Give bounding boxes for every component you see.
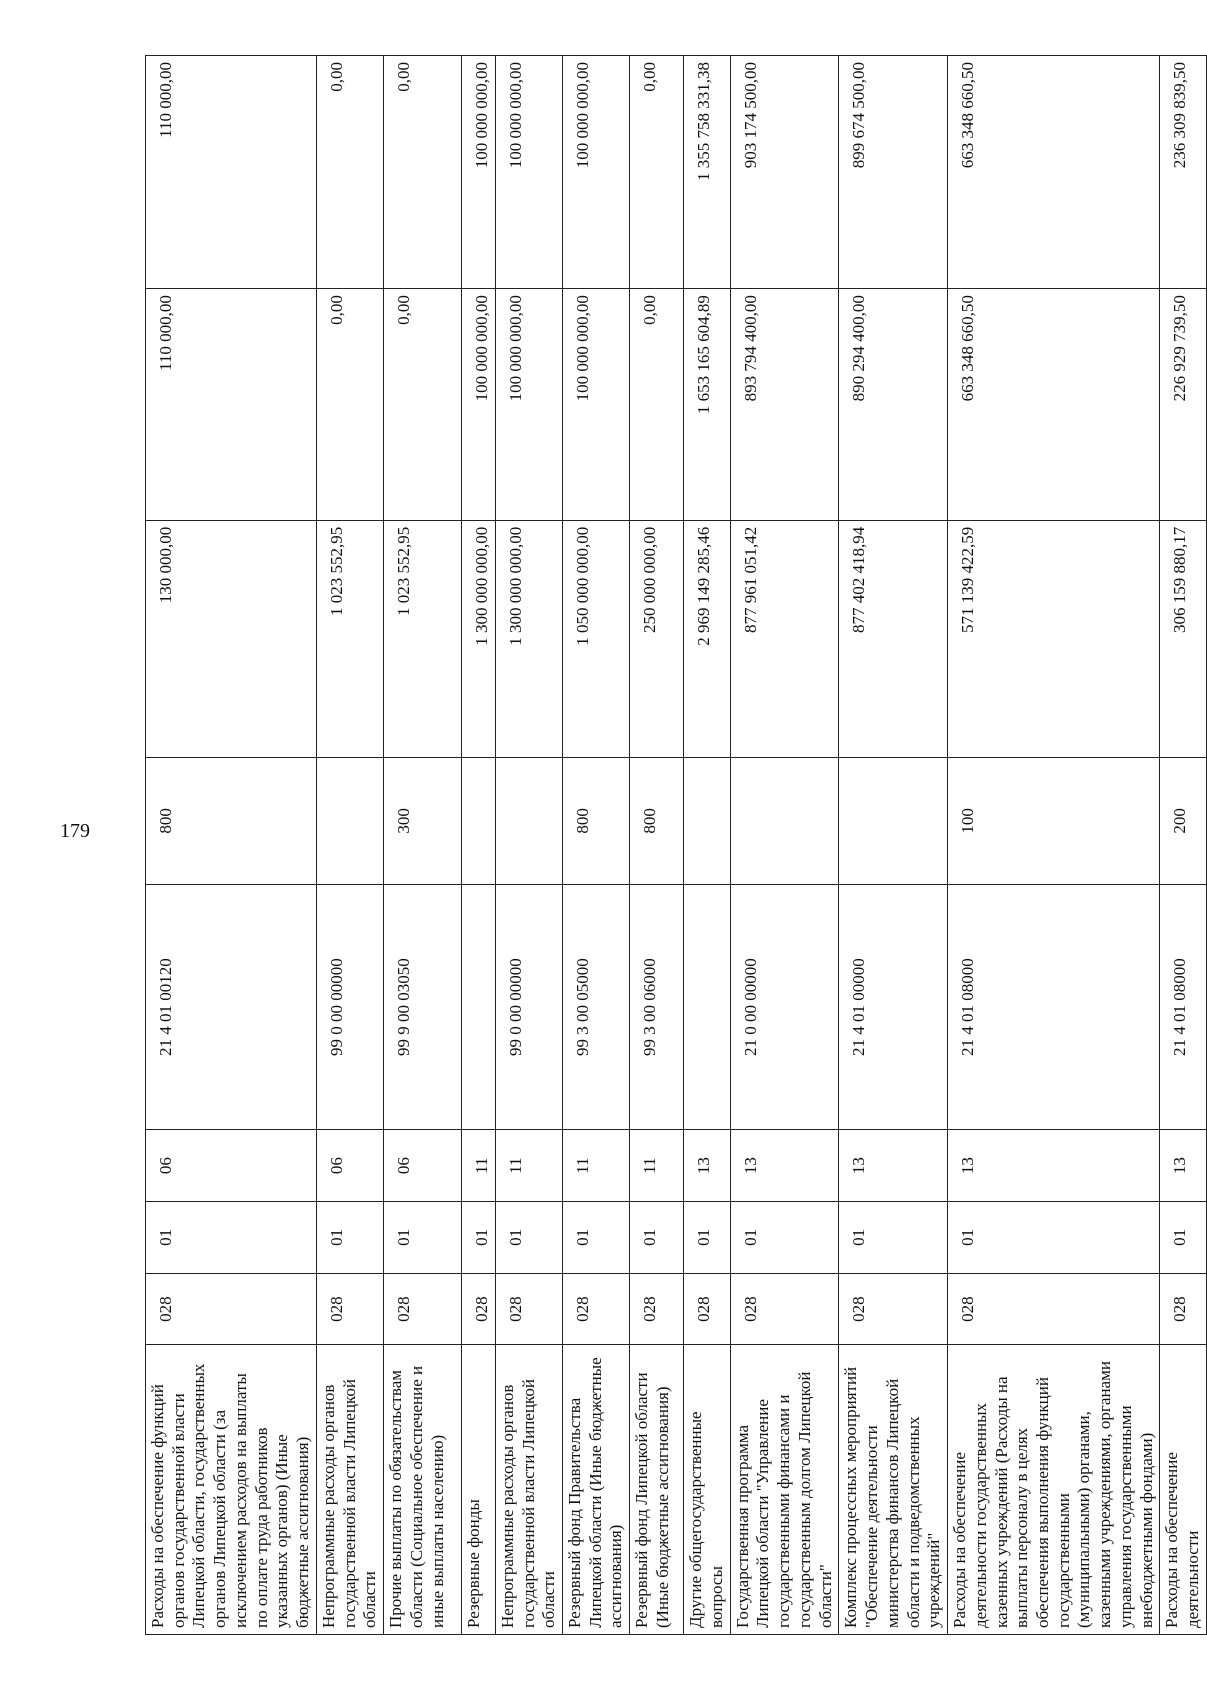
row-subsection: 11 bbox=[462, 1130, 496, 1202]
row-value-1: 1 300 000 000,00 bbox=[495, 520, 562, 757]
row-section: 01 bbox=[839, 1202, 948, 1274]
row-section: 01 bbox=[462, 1202, 496, 1274]
row-admin-code: 028 bbox=[1160, 1273, 1206, 1345]
table-row bbox=[839, 56, 948, 1635]
row-expense-kind bbox=[495, 757, 562, 884]
row-value-1: 877 402 418,94 bbox=[839, 520, 948, 757]
row-subsection: 13 bbox=[1160, 1130, 1206, 1202]
row-target-code: 21 4 01 00120 bbox=[146, 884, 317, 1129]
row-expense-kind: 800 bbox=[563, 757, 630, 884]
row-name: Комплекс процессных мероприятий "Обеспечение деятельности министерства финансов Липецкой области и подведомственных учреждений" bbox=[839, 1345, 948, 1635]
row-admin-code: 028 bbox=[146, 1273, 317, 1345]
row-name: Резервный фонд Правительства Липецкой области (Иные бюджетные ассигнования) bbox=[563, 1345, 630, 1635]
table-row bbox=[948, 56, 1160, 1635]
row-value-2: 100 000 000,00 bbox=[462, 289, 496, 521]
budget-table bbox=[145, 55, 1207, 1635]
row-expense-kind: 800 bbox=[146, 757, 317, 884]
table-row bbox=[684, 56, 730, 1635]
row-value-3: 0,00 bbox=[384, 56, 462, 289]
row-section: 01 bbox=[948, 1202, 1160, 1274]
row-target-code: 99 3 00 06000 bbox=[630, 884, 684, 1129]
row-value-1: 2 969 149 285,46 bbox=[684, 520, 730, 757]
row-section: 01 bbox=[730, 1202, 839, 1274]
row-section: 01 bbox=[1160, 1202, 1206, 1274]
row-value-3: 110 000,00 bbox=[146, 56, 317, 289]
table-row bbox=[495, 56, 562, 1635]
row-expense-kind: 800 bbox=[630, 757, 684, 884]
row-name: Государственная программа Липецкой области "Управление государственными финансами и государственным долгом Липецкой области" bbox=[730, 1345, 839, 1635]
row-target-code: 21 0 00 00000 bbox=[730, 884, 839, 1129]
row-admin-code: 028 bbox=[730, 1273, 839, 1345]
row-value-3: 663 348 660,50 bbox=[948, 56, 1160, 289]
row-value-1: 877 961 051,42 bbox=[730, 520, 839, 757]
row-name: Непрограммные расходы органов государственной власти Липецкой области bbox=[495, 1345, 562, 1635]
row-value-2: 0,00 bbox=[316, 289, 383, 521]
row-subsection: 06 bbox=[146, 1130, 317, 1202]
row-target-code: 99 0 00 00000 bbox=[495, 884, 562, 1129]
row-expense-kind: 100 bbox=[948, 757, 1160, 884]
row-name: Прочие выплаты по обязательствам области (Социальное обеспечение и иные выплаты населению) bbox=[384, 1345, 462, 1635]
row-value-3: 236 309 839,50 bbox=[1160, 56, 1206, 289]
row-section: 01 bbox=[146, 1202, 317, 1274]
row-target-code: 21 4 01 08000 bbox=[948, 884, 1160, 1129]
row-value-3: 0,00 bbox=[630, 56, 684, 289]
row-admin-code: 028 bbox=[384, 1273, 462, 1345]
table-row bbox=[462, 56, 496, 1635]
row-value-2: 1 653 165 604,89 bbox=[684, 289, 730, 521]
row-value-2: 100 000 000,00 bbox=[563, 289, 630, 521]
row-target-code: 21 4 01 08000 bbox=[1160, 884, 1206, 1129]
row-value-2: 110 000,00 bbox=[146, 289, 317, 521]
table-row bbox=[630, 56, 684, 1635]
row-expense-kind bbox=[684, 757, 730, 884]
row-value-1: 130 000,00 bbox=[146, 520, 317, 757]
row-value-2: 663 348 660,50 bbox=[948, 289, 1160, 521]
row-subsection: 13 bbox=[684, 1130, 730, 1202]
row-subsection: 13 bbox=[839, 1130, 948, 1202]
row-value-1: 250 000 000,00 bbox=[630, 520, 684, 757]
row-name: Расходы на обеспечение функций органов государственной власти Липецкой области, государственных органов Липецкой области (за исключением расходов на выплаты по оплате труда работников указанных органов) (Иные бюджетные ассигнования) bbox=[146, 1345, 317, 1635]
row-expense-kind bbox=[730, 757, 839, 884]
row-expense-kind: 200 bbox=[1160, 757, 1206, 884]
row-admin-code: 028 bbox=[630, 1273, 684, 1345]
row-target-code bbox=[684, 884, 730, 1129]
row-target-code: 99 0 00 00000 bbox=[316, 884, 383, 1129]
row-value-3: 899 674 500,00 bbox=[839, 56, 948, 289]
page-number: 179 bbox=[60, 820, 90, 842]
row-expense-kind bbox=[462, 757, 496, 884]
row-name: Резервные фонды bbox=[462, 1345, 496, 1635]
row-subsection: 11 bbox=[563, 1130, 630, 1202]
row-target-code: 21 4 01 00000 bbox=[839, 884, 948, 1129]
row-value-3: 100 000 000,00 bbox=[495, 56, 562, 289]
row-section: 01 bbox=[630, 1202, 684, 1274]
row-value-2: 0,00 bbox=[630, 289, 684, 521]
row-value-1: 571 139 422,59 bbox=[948, 520, 1160, 757]
row-value-2: 890 294 400,00 bbox=[839, 289, 948, 521]
row-admin-code: 028 bbox=[684, 1273, 730, 1345]
row-value-3: 1 355 758 331,38 bbox=[684, 56, 730, 289]
table-row bbox=[146, 56, 317, 1635]
row-target-code: 99 3 00 05000 bbox=[563, 884, 630, 1129]
row-value-3: 100 000 000,00 bbox=[563, 56, 630, 289]
row-expense-kind: 300 bbox=[384, 757, 462, 884]
row-value-1: 306 159 880,17 bbox=[1160, 520, 1206, 757]
row-subsection: 11 bbox=[630, 1130, 684, 1202]
row-admin-code: 028 bbox=[563, 1273, 630, 1345]
table-body bbox=[146, 56, 1207, 1635]
row-name: Расходы на обеспечение деятельности государственных казенных учреждений (Расходы на выплаты персоналу в целях обеспечения выполнения функций государственными (муниципальными) органами, казенными учреждениями, органами управления государственными внебюджетными фондами) bbox=[948, 1345, 1160, 1635]
row-value-1: 1 023 552,95 bbox=[384, 520, 462, 757]
row-admin-code: 028 bbox=[839, 1273, 948, 1345]
row-value-2: 226 929 739,50 bbox=[1160, 289, 1206, 521]
row-section: 01 bbox=[384, 1202, 462, 1274]
row-section: 01 bbox=[316, 1202, 383, 1274]
row-value-1: 1 300 000 000,00 bbox=[462, 520, 496, 757]
row-admin-code: 028 bbox=[948, 1273, 1160, 1345]
row-target-code bbox=[462, 884, 496, 1129]
row-target-code: 99 9 00 03050 bbox=[384, 884, 462, 1129]
table-row bbox=[384, 56, 462, 1635]
row-value-3: 100 000 000,00 bbox=[462, 56, 496, 289]
row-subsection: 11 bbox=[495, 1130, 562, 1202]
row-name: Расходы на обеспечение деятельности bbox=[1160, 1345, 1206, 1635]
row-expense-kind bbox=[839, 757, 948, 884]
row-name: Резервный фонд Липецкой области (Иные бюджетные ассигнования) bbox=[630, 1345, 684, 1635]
row-name: Другие общегосударственные вопросы bbox=[684, 1345, 730, 1635]
row-admin-code: 028 bbox=[462, 1273, 496, 1345]
row-section: 01 bbox=[684, 1202, 730, 1274]
row-admin-code: 028 bbox=[495, 1273, 562, 1345]
table-row bbox=[563, 56, 630, 1635]
row-subsection: 06 bbox=[316, 1130, 383, 1202]
row-value-1: 1 050 000 000,00 bbox=[563, 520, 630, 757]
row-admin-code: 028 bbox=[316, 1273, 383, 1345]
row-expense-kind bbox=[316, 757, 383, 884]
row-value-2: 893 794 400,00 bbox=[730, 289, 839, 521]
row-value-2: 0,00 bbox=[384, 289, 462, 521]
row-subsection: 13 bbox=[730, 1130, 839, 1202]
row-value-1: 1 023 552,95 bbox=[316, 520, 383, 757]
row-value-3: 903 174 500,00 bbox=[730, 56, 839, 289]
table-row bbox=[1160, 56, 1206, 1635]
row-value-3: 0,00 bbox=[316, 56, 383, 289]
table-row bbox=[730, 56, 839, 1635]
row-value-2: 100 000 000,00 bbox=[495, 289, 562, 521]
row-section: 01 bbox=[563, 1202, 630, 1274]
row-section: 01 bbox=[495, 1202, 562, 1274]
row-subsection: 13 bbox=[948, 1130, 1160, 1202]
row-subsection: 06 bbox=[384, 1130, 462, 1202]
row-name: Непрограммные расходы органов государственной власти Липецкой области bbox=[316, 1345, 383, 1635]
table-row bbox=[316, 56, 383, 1635]
budget-table-frame bbox=[145, 55, 1203, 1635]
